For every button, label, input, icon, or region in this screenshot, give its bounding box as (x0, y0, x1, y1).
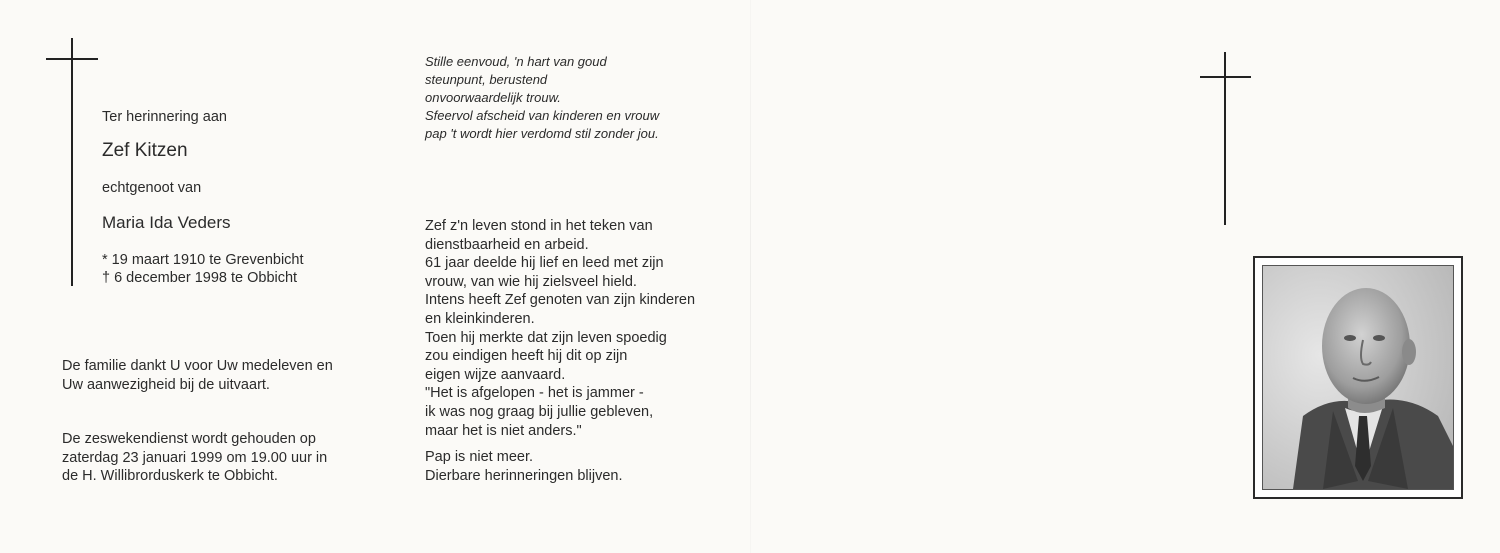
birth-line: * 19 maart 1910 te Grevenbicht (102, 252, 304, 268)
tribute-line: "Het is afgelopen - het is jammer - (425, 385, 644, 402)
tribute-line: vrouw, van wie hij zielsveel hield. (425, 273, 637, 290)
tribute-line: ik was nog graag bij jullie gebleven, (425, 403, 654, 420)
portrait-illustration (1263, 266, 1453, 489)
poem-line: pap 't wordt hier verdomd stil zonder jou. (425, 126, 659, 141)
closing-line: Pap is niet meer. (425, 449, 533, 465)
service-line: de H. Willibrorduskerk te Obbicht. (62, 468, 278, 485)
poem-line: Sfeervol afscheid van kinderen en vrouw (425, 108, 660, 123)
tribute-line: Intens heeft Zef genoten van zijn kinderen (425, 292, 696, 309)
poem-block (425, 53, 659, 143)
thanks-line: Uw aanwezigheid bij de uitvaart. (62, 376, 270, 393)
tribute-line: maar het is niet anders." (425, 422, 582, 439)
tribute-line: Zef z'n leven stond in het teken van (425, 218, 653, 234)
tribute-line: zou eindigen heeft hij dit op zijn (425, 348, 628, 365)
tribute-line: 61 jaar deelde hij lief en leed met zijn (425, 255, 664, 272)
tribute-line: dienstbaarheid en arbeid. (425, 236, 589, 253)
tribute-line: Toen hij merkte dat zijn leven spoedig (425, 329, 667, 346)
service-line: zaterdag 23 januari 1999 om 19.00 uur in (62, 449, 328, 466)
thanks-line: De familie dankt U voor Uw medeleven en (62, 358, 333, 374)
relation-text: echtgenoot van (102, 180, 202, 196)
deceased-name: Zef Kitzen (102, 140, 188, 161)
poem-line: steunpunt, berustend (425, 72, 548, 87)
closing-block (425, 448, 622, 485)
portrait-photo (1262, 265, 1454, 490)
poem-line: onvoorwaardelijk trouw. (425, 90, 561, 105)
poem-line: Stille eenvoud, 'n hart van goud (425, 54, 607, 69)
service-block (62, 430, 327, 486)
intro-text: Ter herinnering aan (102, 109, 227, 125)
tribute-block (425, 217, 695, 440)
portrait-frame (1253, 256, 1463, 499)
spouse-name: Maria Ida Veders (102, 213, 231, 232)
left-cross-bar (46, 58, 98, 60)
left-cross-icon (71, 38, 73, 286)
service-line: De zeswekendienst wordt gehouden op (62, 431, 316, 447)
death-line: † 6 december 1998 te Obbicht (102, 270, 298, 286)
right-cross-bar (1200, 76, 1251, 78)
tribute-line: en kleinkinderen. (425, 310, 535, 327)
tribute-line: eigen wijze aanvaard. (425, 366, 566, 383)
closing-line: Dierbare herinneringen blijven. (425, 467, 623, 484)
card-fold-line (750, 0, 751, 553)
thanks-block (62, 357, 333, 394)
